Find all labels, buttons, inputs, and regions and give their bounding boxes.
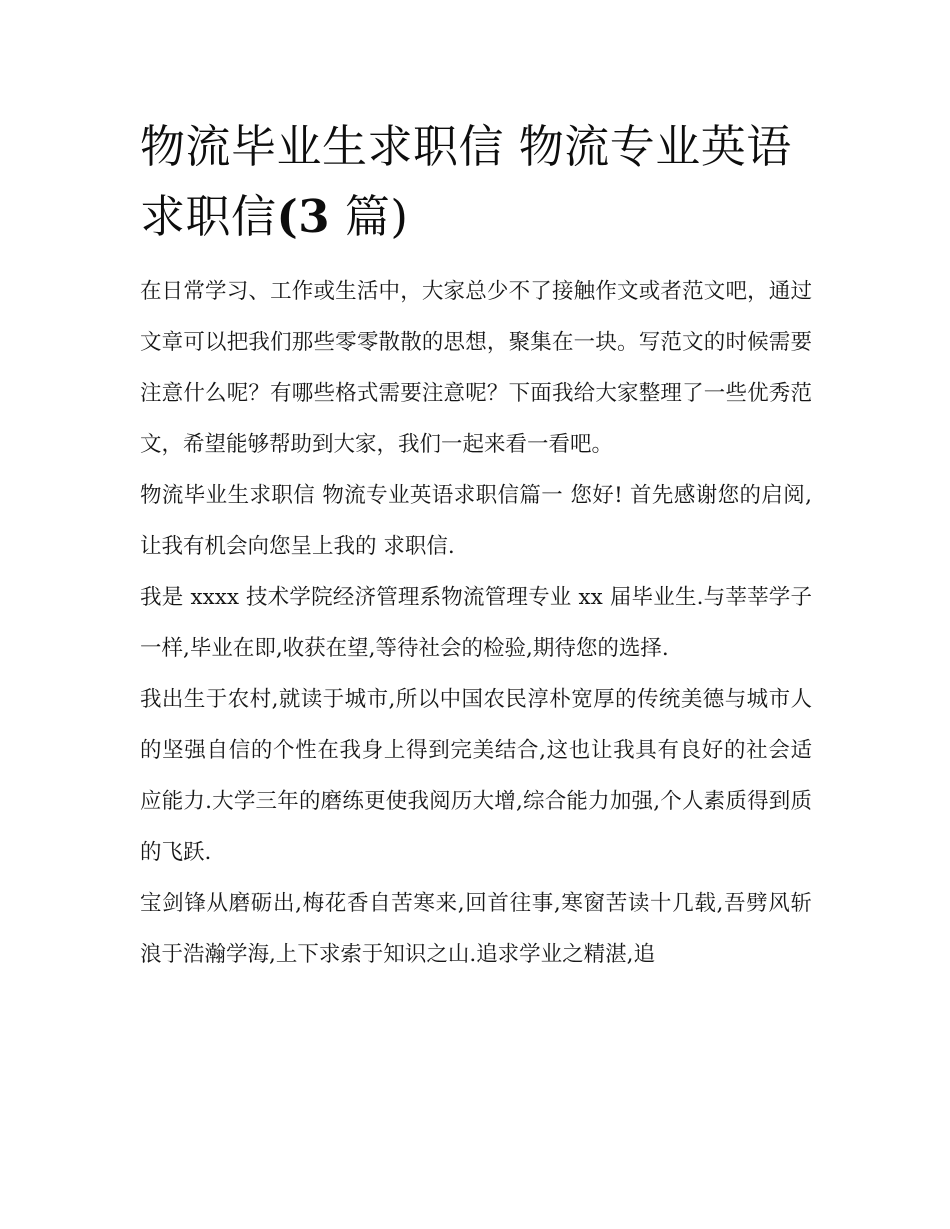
paragraph-greeting: 物流毕业生求职信 物流专业英语求职信篇一 您好! 首先感谢您的启阅,让我有机会向您呈上我的 求职信. (140, 483, 812, 559)
paragraph-study: 宝剑锋从磨砺出,梅花香自苦寒来,回首往事,寒窗苦读十几载,吾劈风斩浪于浩瀚学海,上下求索于知识之山.追求学业之精湛,追 (140, 891, 812, 967)
title-text: 物流毕业生求职信 物流专业英语求职信 (140, 120, 792, 243)
title-count: (3 (276, 190, 331, 243)
paragraph-background: 我出生于农村,就读于城市,所以中国农民淳朴宽厚的传统美德与城市人的坚强自信的个性在我身上得到完美结合,这也让我具有良好的社会适应能力.大学三年的磨练更使我阅历大增,综合能力加强,个人素质得到质的飞跃. (140, 687, 812, 865)
document-title (140, 112, 812, 252)
document-body (140, 112, 812, 980)
paragraph-intro: 在日常学习、工作或生活中，大家总少不了接触作文或者范文吧，通过文章可以把我们那些零零散散的思想，聚集在一块。写范文的时候需要注意什么呢？有哪些格式需要注意呢？下面我给大家整理了一些优秀范文，希望能够帮助到大家，我们一起来看一看吧。 (140, 279, 812, 457)
paragraph-self-intro: 我是 xxxx 技术学院经济管理系物流管理专业 xx 届毕业生.与莘莘学子一样,毕业在即,收获在望,等待社会的检验,期待您的选择. (140, 585, 812, 661)
title-suffix: 篇) (330, 190, 409, 243)
